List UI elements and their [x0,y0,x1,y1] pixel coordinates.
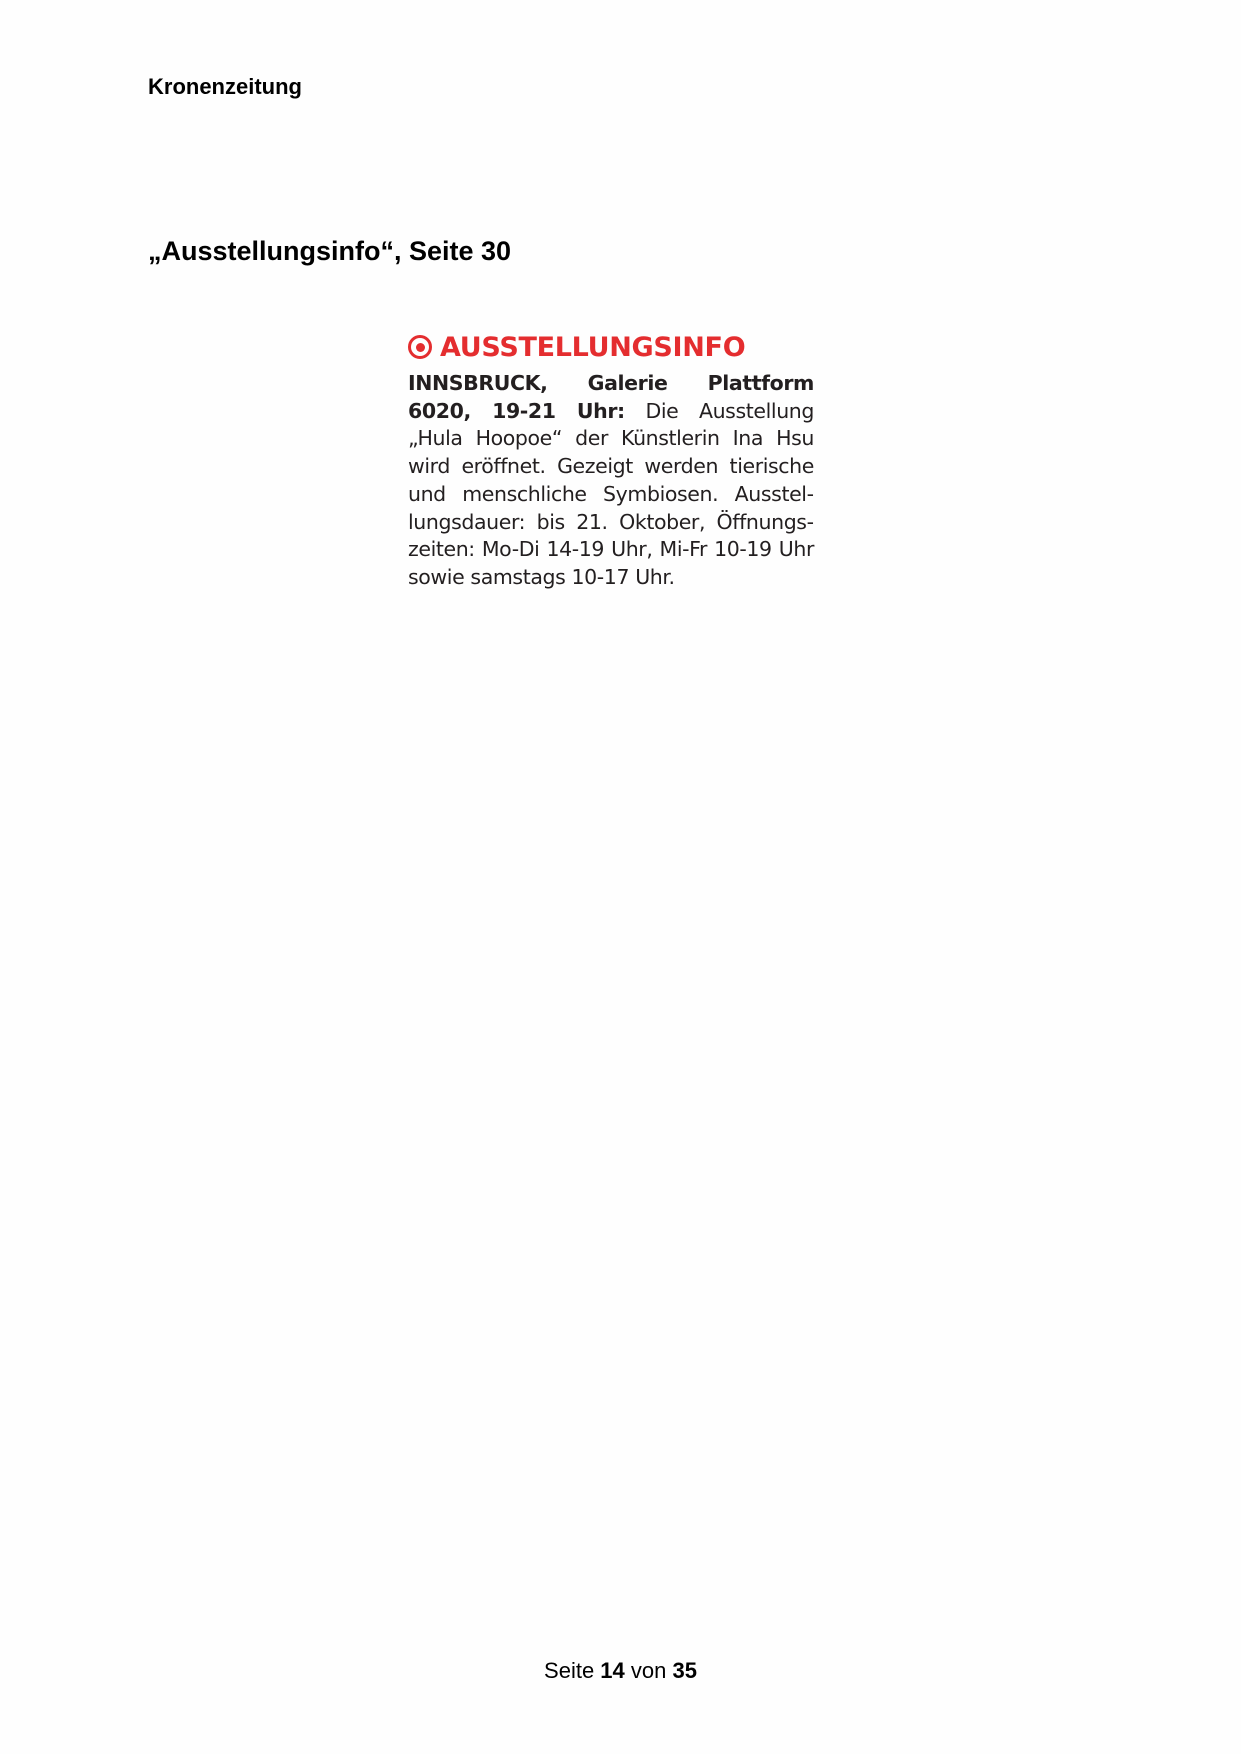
clipping-body [408,370,814,592]
clipping-text: Die Ausstellung „Hula Hoopoe“ der Künstlerin Ina Hsu wird eröffnet. Gezeigt werden tierische und menschliche Symbiosen. Ausstellungsdauer: bis 21. Oktober, Öffnungszeiten: Mo-Di 14-19 Uhr, Mi-Fr 10-19 Uhr sowie samstags 10-17 Uhr. [408,398,814,589]
newspaper-clipping [408,328,814,592]
current-page-number: 14 [600,1658,625,1683]
section-heading: „Ausstellungsinfo“, Seite 30 [148,236,512,266]
total-pages-number: 35 [672,1658,697,1683]
page-footer [0,1658,1241,1684]
clipping-header [408,328,814,366]
page-label: Seite [544,1658,601,1683]
target-icon [408,335,432,359]
clipping-title: AUSSTELLUNGSINFO [440,331,746,363]
clipping-lead: INNSBRUCK, Galerie Plattform 6020, 19-21 Uhr: [408,371,814,423]
page-separator: von [624,1658,673,1683]
publication-name: Kronenzeitung [148,74,302,99]
